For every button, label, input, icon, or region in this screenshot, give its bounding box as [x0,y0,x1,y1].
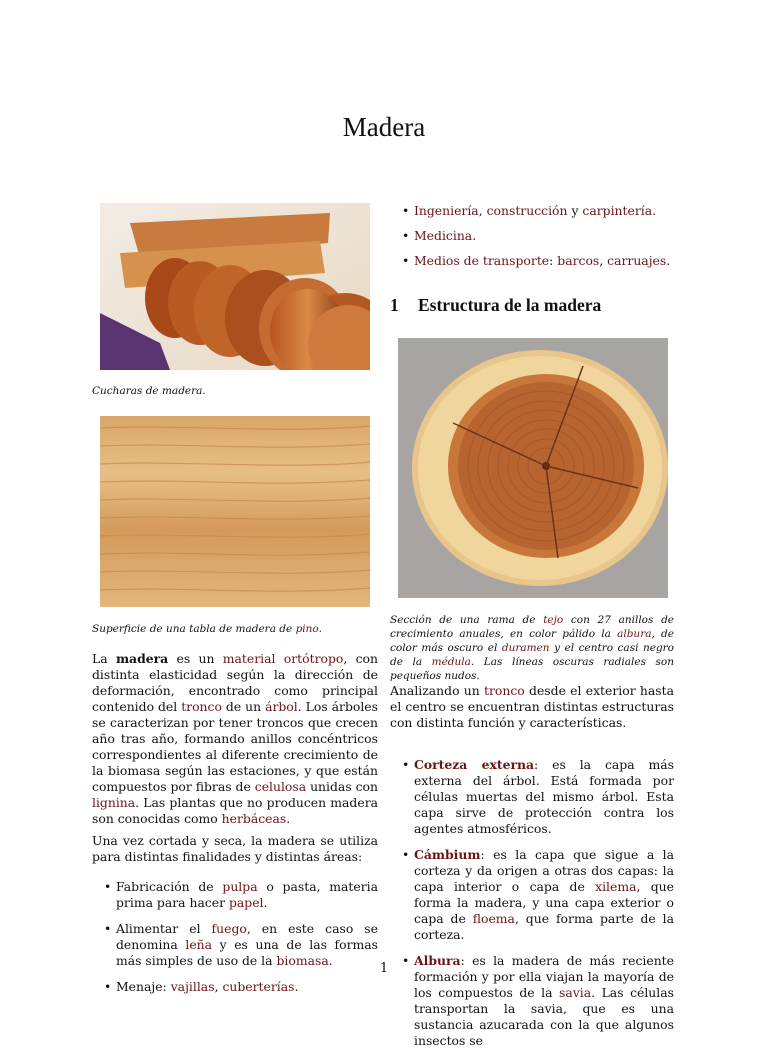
bullet-icon: • [104,979,112,994]
yew-cross-section-image [398,338,668,598]
text-run: , [214,979,223,994]
wiki-link[interactable]: tronco [181,699,222,714]
structure-list [390,757,674,1049]
wiki-link[interactable]: biomasa [276,953,329,968]
text-run: . [666,253,671,268]
bullet-icon: • [402,228,410,243]
text-run: . Las plantas que no producen madera son conocidas como [92,795,378,826]
text-run: de un [221,699,266,714]
wiki-link[interactable]: papel [228,895,264,910]
caption-yew [390,613,674,683]
text-run: . [286,811,291,826]
wiki-link[interactable]: carruajes [607,253,667,268]
list-item [92,979,378,995]
wiki-link[interactable]: lignina [92,795,136,810]
text-run: con 27 anillos de crecimiento anuales, en color pálido la [390,614,675,640]
text-run: y el centro casi negro de la [390,642,675,668]
text-run: , en este caso se denomina [116,921,378,952]
term-link[interactable]: Cámbium [414,847,481,862]
wiki-link[interactable]: vajillas [170,979,215,994]
list-item [92,879,378,911]
text-run: . Las células transportan la savia, que es una sustancia azucarada con la que algunos insectos se [414,985,674,1048]
wiki-link[interactable]: Medios de transporte [414,253,550,268]
section-heading: 1 Estructura de la madera [390,295,602,315]
text-run: La [92,651,116,666]
text-run: desde el exterior hasta el centro se encuentran distintas estructuras con distinta función y características. [390,683,674,730]
text-run: , que forma la madera, y una capa exterior o capa de [414,879,674,926]
wiki-link[interactable]: duramen [501,642,550,654]
text-run: es un [168,651,223,666]
wiki-link[interactable]: pulpa [222,879,258,894]
wiki-link[interactable]: savia [559,985,592,1000]
list-item [390,253,674,269]
wiki-link[interactable]: árbol [265,699,298,714]
wiki-link[interactable]: tejo [543,614,564,626]
text-run: : es la capa más externa del árbol. Está formada por células muertas del mismo árbol. Esta capa sirve de protección contra los agentes atmosféricos. [414,757,674,836]
term-link[interactable]: Corteza externa [414,757,535,772]
intro-paragraph [92,651,378,995]
wiki-link[interactable]: cuberterías [222,979,295,994]
list-item [390,228,674,244]
text-run: , de color más oscuro el [390,628,674,654]
bullet-icon: • [104,879,112,894]
text-run: unidas con [306,779,378,794]
pine-board-image [100,416,370,607]
text-run: , [599,253,608,268]
caption-pine: Superficie de una tabla de madera de pino. [92,623,322,635]
text-run: . [294,979,299,994]
wiki-link[interactable]: floema [472,911,515,926]
wiki-link[interactable]: xilema [595,879,637,894]
wooden-spoons-image [100,203,370,370]
text-run: , que forma parte de la corteza. [414,911,674,942]
text-run: y [567,203,583,218]
wiki-link[interactable]: fuego [211,921,247,936]
wiki-link[interactable]: herbáceas [221,811,287,826]
text-run: Alimentar el [116,921,212,936]
caption-spoons: Cucharas de madera. [92,385,206,397]
list-item [390,757,674,837]
text-run: . [263,895,268,910]
text-run: , [478,203,487,218]
text-run: Sección de una rama de [390,614,544,626]
text-run: . Los árboles se caracterizan por tener troncos que crecen año tras año, formando anillos concéntricos correspondientes al diferente crecimiento de la biomasa según las estaciones, y que están compuestos por fibras de [92,699,379,794]
wiki-link[interactable]: construcción [486,203,568,218]
uses-list [92,879,378,995]
list-item [390,847,674,943]
text-run: : [549,253,558,268]
term-link[interactable]: Albura [414,953,461,968]
text-run: . [328,953,333,968]
text-run: y es una de las formas más simples de uso de la [116,937,378,968]
bullet-icon: • [402,847,410,862]
wiki-link[interactable]: Medicina [414,228,473,243]
structure-intro-paragraph [390,683,674,731]
uses-paragraph: Una vez cortada y seca, la madera se utiliza para distintas finalidades y distintas áreas: [92,833,378,864]
text-run: . Las líneas oscuras radiales son pequeños nudos. [390,656,674,682]
text-run: : es la madera de más reciente formación y por ella viajan la mayoría de los compuestos de la [414,953,674,1000]
wiki-link[interactable]: leña [185,937,213,952]
pino-link[interactable]: pino [295,623,319,635]
uses-list-continued [390,203,674,269]
bullet-icon: • [104,921,112,936]
text-run: Analizando un [390,683,485,698]
text-run: : es la capa que sigue a la corteza y da origen a otras dos capas: la capa interior o capa de [414,847,674,894]
text-run: , con distinta elasticidad según la dirección de deformación, encontrado como principal contenido del [92,651,378,714]
wiki-link[interactable]: Ingeniería [414,203,479,218]
bullet-icon: • [402,953,410,968]
list-item [390,203,674,219]
text-run: Menaje: [116,979,171,994]
bullet-icon: • [402,203,410,218]
bold-term: madera [115,651,169,666]
text-run: o pasta, materia prima para hacer [116,879,378,910]
text-run: . [652,203,657,218]
bullet-icon: • [402,253,410,268]
wiki-link[interactable]: albura [617,628,652,640]
wiki-link[interactable]: material ortótropo [222,651,344,666]
bullet-icon: • [402,757,410,772]
wiki-link[interactable]: tronco [484,683,525,698]
wiki-link[interactable]: barcos [557,253,600,268]
page-title: Madera [342,112,426,142]
page-number: 1 [379,961,389,976]
text-run: Fabricación de [116,879,223,894]
wiki-link[interactable]: carpintería [582,203,653,218]
wiki-link[interactable]: celulosa [254,779,307,794]
wiki-link[interactable]: médula [431,656,471,668]
text-run: . [472,228,477,243]
